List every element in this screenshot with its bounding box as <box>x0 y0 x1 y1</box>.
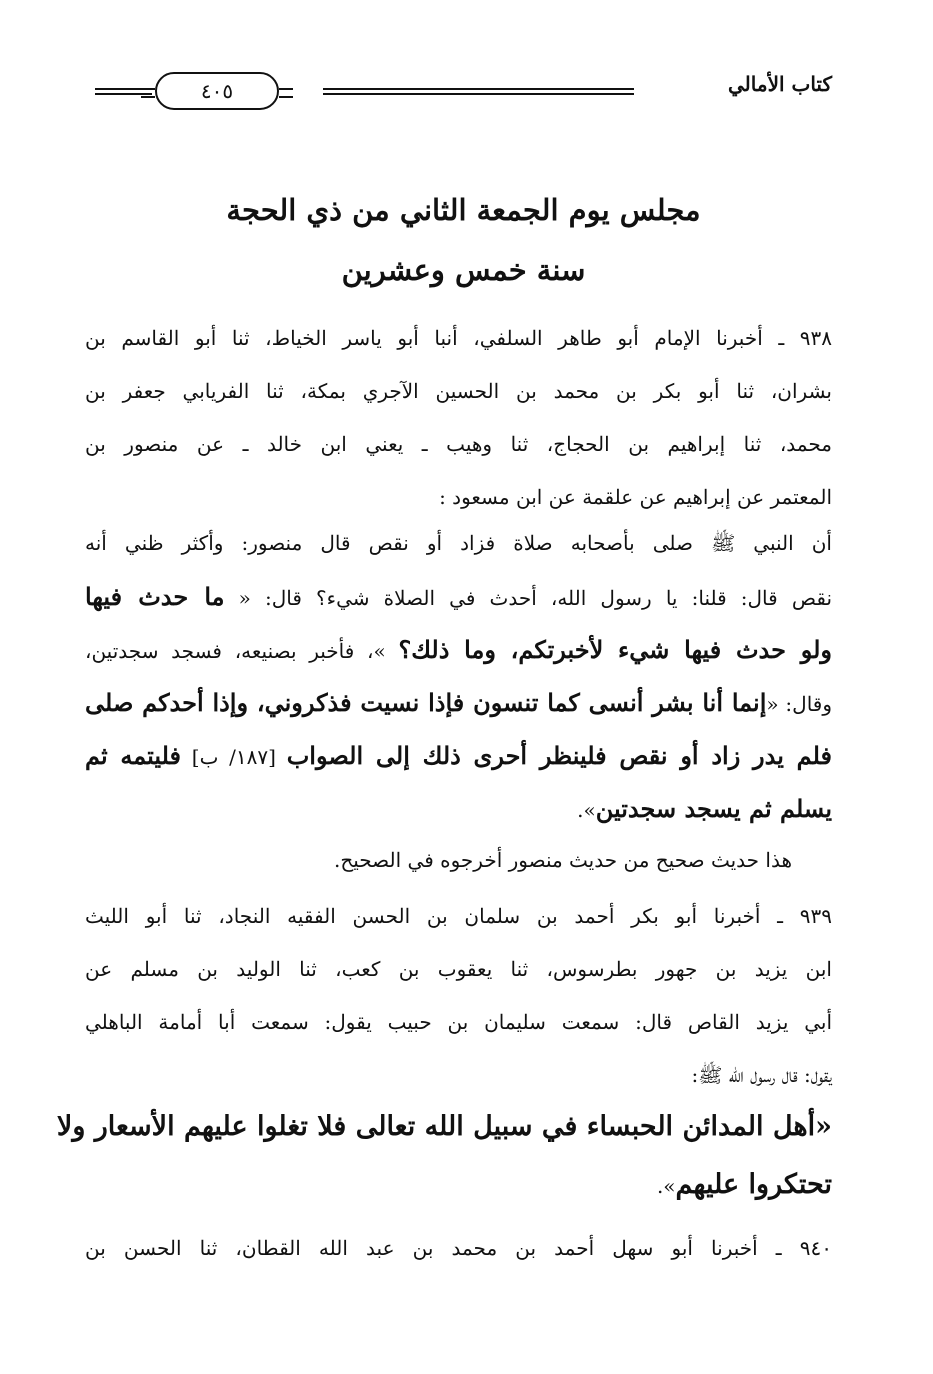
prophetic-text: تحتكروا عليهم <box>675 1169 832 1200</box>
page-number: ٤٠٥ <box>155 72 279 110</box>
text-line: أن النبي ﷺ صلى بأصحابه صلاة فزاد أو نقص قال منصور: وأكثر ظني أنه <box>85 531 832 555</box>
text-line: المعتمر عن إبراهيم عن علقمة عن ابن مسعود : <box>439 485 832 509</box>
page-header <box>95 66 832 120</box>
text-line <box>85 623 832 676</box>
narration-938 <box>85 312 832 524</box>
text-line: «أهل المدائن الحبساء في سبيل الله تعالى فلا تغلوا عليهم الأسعار ولا <box>56 1111 832 1142</box>
text-line: ابن يزيد بن جهور بطرسوس، ثنا يعقوب بن كعب، ثنا الوليد بن مسلم عن <box>85 957 832 981</box>
header-rule <box>323 93 634 95</box>
text-segment: نقص قال: قلنا: يا رسول الله، أحدث في الصلاة شيء؟ قال: « <box>238 586 833 610</box>
text-line: ٩٤٠ ـ أخبرنا أبو سهل أحمد بن محمد بن عبد الله القطان، ثنا الحسن بن <box>85 1236 832 1260</box>
text-segment: وقال: « <box>766 692 833 716</box>
prophetic-text: فليتمه ثم <box>85 741 182 770</box>
text-line: ٩٣٩ ـ أخبرنا أبو بكر أحمد بن سلمان بن الحسن الفقيه النجاد، ثنا أبو الليث <box>85 904 832 928</box>
hadith-938 <box>85 517 832 835</box>
hadith-939 <box>56 1098 832 1214</box>
prophetic-text: ولو حدث فيها شيء لأخبرتكم، وما ذلك؟ <box>398 635 832 664</box>
grading-note-938 <box>85 834 832 887</box>
text-line: بشران، ثنا أبو بكر بن محمد بن الحسين الآجري بمكة، ثنا الفريابي جعفر بن <box>85 379 832 403</box>
text-line <box>85 729 832 782</box>
text-line <box>85 782 832 835</box>
text-line <box>85 1156 832 1214</box>
text-line: محمد، ثنا إبراهيم بن الحجاج، ثنا وهيب ـ يعني ابن خالد ـ عن منصور بن <box>85 432 832 456</box>
text-line: ٩٣٨ ـ أخبرنا الإمام أبو طاهر السلفي، أنبا أبو ياسر الخياط، ثنا أبو القاسم بن <box>85 326 832 350</box>
text-line <box>85 570 832 623</box>
section-title: مجلس يوم الجمعة الثاني من ذي الحجة <box>226 193 701 227</box>
header-rule <box>95 88 152 90</box>
text-line: يقول: قال رسول الله ﷺ: <box>691 1063 832 1087</box>
header-rule <box>95 93 152 95</box>
text-line <box>85 676 832 729</box>
section-subtitle: سنة خمس وعشرين <box>341 253 586 287</box>
book-title: كتاب الأمالي <box>728 72 832 96</box>
text-segment: ». <box>656 1174 676 1198</box>
text-line: أبي يزيد القاص قال: سمعت سليمان بن حبيب يقول: سمعت أبا أمامة الباهلي <box>85 1010 832 1034</box>
narration-940 <box>85 1222 832 1275</box>
text-segment: »، فأخبر بصنيعه، فسجد سجدتين، <box>85 639 386 663</box>
text-segment: ». <box>577 798 596 822</box>
prophetic-text: فلم يدر زاد أو نقص فلينظر أحرى ذلك إلى الصواب <box>286 741 833 770</box>
prophetic-text: يسلم ثم يسجد سجدتين <box>595 794 832 823</box>
prophetic-text: ما حدث فيها <box>85 582 225 611</box>
header-rule <box>323 88 634 90</box>
manuscript-folio-marker: [١٨٧/ ب] <box>191 745 276 769</box>
narration-939 <box>85 890 832 1102</box>
prophetic-text: إنما أنا بشر أنسى كما تنسون فإذا نسيت فذكروني، وإذا أحدكم صلى <box>85 688 767 717</box>
text-line: هذا حديث صحيح من حديث منصور أخرجوه في الصحيح. <box>333 848 792 872</box>
